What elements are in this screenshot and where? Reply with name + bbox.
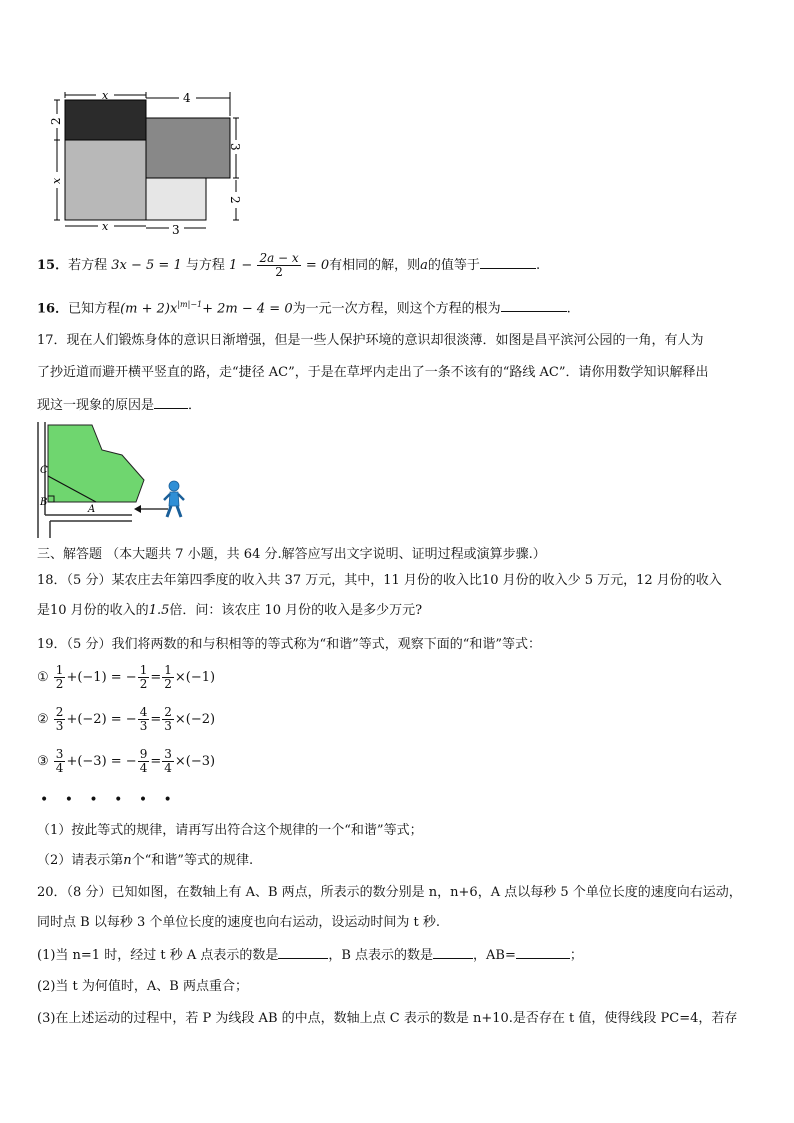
eq2-d: =: [150, 712, 162, 727]
eq1-e-num: 1: [164, 663, 172, 677]
question-16: [37, 296, 571, 318]
eq2-a-den: 3: [55, 719, 64, 733]
eq2-b: +(−2) = −: [66, 712, 137, 727]
eq1-d: =: [150, 670, 162, 685]
q19-eq-1: [37, 664, 215, 691]
q16-number: 16．: [37, 301, 69, 317]
q15-end: .: [535, 258, 541, 273]
q18-line2-end: 倍．问：该农庄 10 月份的收入是多少万元?: [169, 603, 423, 618]
eq3-e-num: 3: [164, 747, 172, 761]
q19-intro: 19．（5 分）我们将两数的和与积相等的等式称为“和谐”等式，观察下面的“和谐”等式：: [37, 637, 542, 652]
eq3-c-num: 9: [139, 747, 148, 761]
arrow-head: [134, 505, 141, 513]
q18-line2: [37, 602, 422, 620]
label-b: B: [40, 497, 48, 508]
q20-line5: (3)在上述运动的过程中，若 P 为线段 AB 的中点，数轴上点 C 表示的数是 n+10.是否存在 t 值，使得线段 PC=4，若存: [37, 1011, 738, 1026]
q19-var-n: n: [123, 853, 132, 868]
eq3-a-den: 4: [55, 761, 64, 775]
q15-fraction: [257, 252, 300, 279]
q20-line3: [37, 946, 583, 965]
q15-eq2-prefix: 1 −: [229, 258, 253, 273]
eq3-e-den: 4: [164, 761, 172, 775]
eq2-c-den: 3: [139, 719, 148, 733]
q17-line1: 17．现在人们锻炼身体的意识日渐增强，但是一些人保护环境的意识却很淡薄．如图是昌平滨河公园的一角，有人为: [37, 333, 704, 348]
eq3-c-den: 4: [139, 761, 148, 775]
eq3-d: =: [150, 754, 162, 769]
q17-line3-text: 现这一现象的原因是: [37, 398, 155, 413]
label-right-3: 3: [228, 143, 242, 151]
q15-eq2-suffix: = 0: [305, 258, 330, 273]
darkgrey-rect: [146, 118, 230, 178]
q15-equation1: 3x − 5 = 1: [111, 258, 182, 273]
q18-multiplier: 1.5: [148, 603, 170, 618]
eq2-f: ×(−2): [174, 712, 216, 727]
label-left-x: x: [50, 177, 63, 184]
q17-line3: [37, 396, 201, 415]
q16-end: .: [566, 301, 571, 317]
q20-line3-end: ；: [569, 948, 583, 963]
park-figure: [36, 420, 196, 540]
q19-sub2-end: 个“和谐”等式的规律.: [131, 853, 254, 868]
q15-text1: 若方程: [68, 258, 108, 273]
eq2-e-den: 3: [164, 719, 172, 733]
label-top-x: x: [102, 89, 109, 102]
eq1-a-den: 2: [55, 677, 64, 691]
q20-line3-text3: ，AB=: [473, 948, 516, 963]
q20-blank-a[interactable]: [278, 946, 328, 959]
q18-line2-text: 是10 月份的收入的: [37, 603, 149, 618]
light-rect: [146, 178, 206, 220]
eq1-e-den: 2: [164, 677, 172, 691]
q15-frac-num: 2a − x: [259, 251, 299, 265]
label-bottom-3: 3: [172, 223, 180, 237]
q20-blank-ab[interactable]: [516, 946, 570, 959]
q20-line3-text1: (1)当 n=1 时，经过 t 秒 A 点表示的数是: [37, 948, 279, 963]
q15-number: 15．: [37, 258, 69, 273]
section-3-heading: 三、解答题 （本大题共 7 小题，共 64 分.解答应写出文字说明、证明过程或演算步骤.）: [37, 547, 546, 562]
q19-sub2-text: （2）请表示第: [37, 853, 124, 868]
q16-text1: 已知方程: [68, 301, 121, 317]
q20-line2: 同时点 B 以每秒 3 个单位长度的速度也向右运动，设运动时间为 t 秒.: [37, 915, 440, 930]
q15-frac-den: 2: [275, 265, 283, 279]
eq1-b: +(−1) = −: [66, 670, 137, 685]
q20-line1: 20．（8 分）已知如图，在数轴上有 A、B 两点，所表示的数分别是 n，n+6，A 点以每秒 5 个单位长度的速度向右运动，: [37, 885, 742, 900]
eq1-a-num: 1: [55, 663, 64, 677]
dark-rect: [65, 100, 146, 140]
ellipsis-dots: • • • • • •: [40, 792, 178, 808]
eq3-b: +(−3) = −: [66, 754, 137, 769]
eq2-c-num: 4: [139, 705, 148, 719]
q18-line1: 18．（5 分）某农庄去年第四季度的收入共 37 万元，其中，11 月份的收入比10 月份的收入少 5 万元，12 月份的收入: [37, 573, 722, 588]
eq1-f: ×(−1): [174, 670, 216, 685]
lawn-shape: [48, 425, 144, 502]
q20-line4: (2)当 t 为何值时，A、B 两点重合；: [37, 979, 248, 994]
person-icon: [164, 481, 184, 517]
label-left-2: 2: [49, 117, 63, 125]
circled-3: ③: [37, 754, 49, 769]
q17-line2: 了抄近道而避开横平竖直的路，走“捷径 AC”，于是在草坪内走出了一条不该有的“路线 AC”．请你用数学知识解释出: [37, 365, 709, 380]
eq2-a-num: 2: [55, 705, 64, 719]
q16-exponent: |m|−1: [177, 300, 203, 309]
rectangles-figure: [44, 88, 254, 238]
q19-sub2: [37, 852, 253, 870]
question-15: [37, 252, 540, 279]
q17-answer-blank[interactable]: [154, 396, 188, 409]
q19-eq-3: [37, 748, 215, 775]
q20-line3-text2: ，B 点表示的数是: [328, 948, 434, 963]
label-right-2: 2: [228, 196, 242, 204]
circled-1: ①: [37, 670, 49, 685]
label-bottom-x: x: [102, 220, 109, 233]
q15-text2: 与方程: [185, 258, 225, 273]
q15-text3: 有相同的解，则: [329, 258, 421, 273]
q20-blank-b[interactable]: [433, 946, 473, 959]
circled-2: ②: [37, 712, 49, 727]
q19-sub1: （1）按此等式的规律，请再写出符合这个规律的一个“和谐”等式；: [37, 823, 423, 838]
q15-variable: a: [420, 258, 428, 273]
label-a: A: [88, 504, 96, 515]
eq2-e-num: 2: [164, 705, 172, 719]
q16-text2: 为一元一次方程，则这个方程的根为: [292, 301, 501, 317]
label-top-4: 4: [183, 91, 191, 105]
grey-rect: [65, 140, 146, 220]
eq3-f: ×(−3): [174, 754, 216, 769]
q15-text4: 的值等于: [427, 258, 480, 273]
eq1-c-num: 1: [139, 663, 148, 677]
q17-line3-end: ．: [188, 398, 202, 413]
q16-equation2: + 2m − 4 = 0: [202, 301, 293, 317]
q15-answer-blank[interactable]: [480, 256, 536, 269]
q16-equation: (m + 2)x: [120, 301, 178, 317]
label-c: C: [40, 465, 48, 476]
eq1-c-den: 2: [139, 677, 148, 691]
eq3-a-num: 3: [55, 747, 64, 761]
q19-eq-2: [37, 706, 215, 733]
q16-answer-blank[interactable]: [501, 299, 567, 312]
